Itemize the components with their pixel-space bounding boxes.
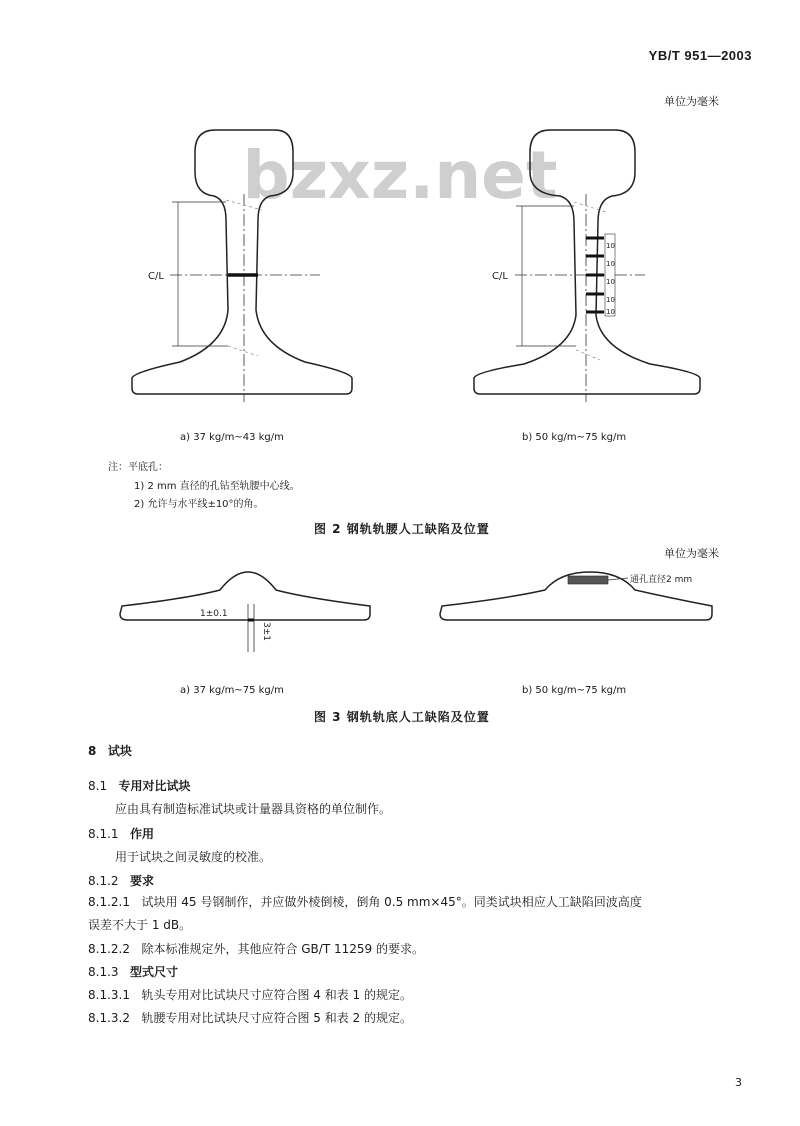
- fig2-cl-label-b: C/L: [492, 271, 508, 282]
- fig3-dim-1: 1±0.1: [200, 609, 228, 619]
- fig3-caption-a: a) 37 kg/m~75 kg/m: [180, 685, 284, 696]
- hole-label-2: 10: [606, 260, 615, 268]
- hole-label-1: 10: [606, 242, 615, 250]
- fig2-note-title: 注：平底孔：: [108, 462, 168, 473]
- fig2-title: 图 2 钢轨轨腰人工缺陷及位置: [314, 522, 490, 536]
- section-8-1-text: 应由具有制造标准试块或计量器具资格的单位制作。: [115, 802, 392, 816]
- fig2-note-1: 1) 2 mm 直径的孔钻至轨腰中心线。: [134, 481, 300, 492]
- fig3-hole-note: 通孔直径2 mm: [630, 575, 693, 585]
- fig3-dim-2: 3±1: [261, 622, 271, 641]
- section-8-1-2-heading: 8.1.2 要求: [88, 874, 155, 888]
- standard-code: YB/T 951—2003: [648, 48, 752, 63]
- watermark-text: bzxz.net: [242, 137, 558, 214]
- fig3-drawing: [0, 560, 800, 670]
- section-8-1-1-text: 用于试块之间灵敏度的校准。: [115, 850, 272, 864]
- fig2-note-2: 2) 允许与水平线±10°的角。: [134, 499, 264, 510]
- fig2-unit: 单位为毫米: [664, 95, 719, 108]
- fig2-caption-a: a) 37 kg/m~43 kg/m: [180, 432, 284, 443]
- fig2-drawing: [0, 110, 800, 410]
- fig3-title: 图 3 钢轨轨底人工缺陷及位置: [314, 710, 490, 724]
- section-8-1-2-2: 8.1.2.2 除本标准规定外，其他应符合 GB/T 11259 的要求。: [88, 942, 424, 956]
- hole-label-3: 10: [606, 278, 615, 286]
- section-8-1-2-1: 8.1.2.1 试块用 45 号钢制作，并应做外棱倒棱，倒角 0.5 mm×45°。同类试块相应人工缺陷回波高度: [88, 895, 642, 909]
- hole-label-4: 10: [606, 296, 615, 304]
- page-number: 3: [735, 1076, 742, 1089]
- fig3-caption-b: b) 50 kg/m~75 kg/m: [522, 685, 627, 696]
- section-8-1-1-heading: 8.1.1 作用: [88, 827, 155, 841]
- fig3-unit: 单位为毫米: [664, 547, 719, 560]
- hole-label-5: 10: [606, 308, 615, 316]
- rail-base-a: [120, 572, 370, 620]
- section-8-1-heading: 8.1 专用对比试块: [88, 779, 191, 793]
- section-8-1-3-1: 8.1.3.1 轨头专用对比试块尺寸应符合图 4 和表 1 的规定。: [88, 988, 412, 1002]
- section-8-1-2-1-cont: 误差不大于 1 dB。: [88, 918, 192, 932]
- fig2-caption-b: b) 50 kg/m~75 kg/m: [522, 432, 627, 443]
- section-8-1-3-heading: 8.1.3 型式尺寸: [88, 965, 179, 979]
- fig2-cl-label-a: C/L: [148, 271, 164, 282]
- section-8-heading: 8 试块: [88, 744, 132, 758]
- section-8-1-3-2: 8.1.3.2 轨腰专用对比试块尺寸应符合图 5 和表 2 的规定。: [88, 1011, 412, 1025]
